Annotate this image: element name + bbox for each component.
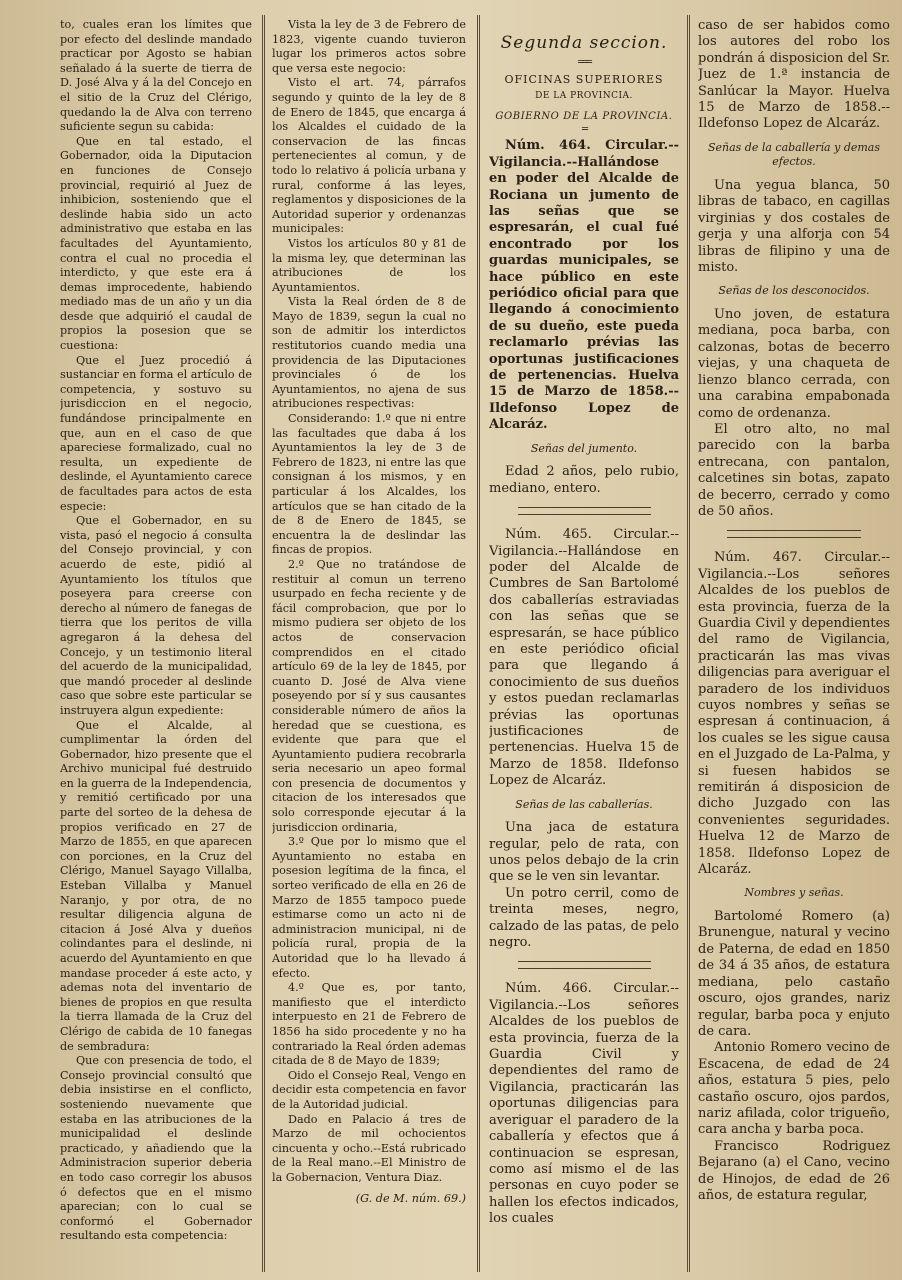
- column-rule: [687, 15, 688, 1272]
- paragraph: Vista la Real órden de 8 de Mayo de 1839, segun la cual no son de admitir los interdictos restitutorios cuando media una providencia de las Diputaciones provinciales ó de los Ayuntamientos, no ajena de sus atribuciones respectivas:: [272, 295, 466, 411]
- paragraph: Que en tal estado, el Gobernador, oida la Diputacion en funciones de Consejo provincial, requirió al Juez de inhibicion, sosteniendo que el deslinde habia sido un acto administrativo que estaba en las facultades del Ayuntamiento, contra el cual no procedia el interdicto, y que este era á demas improcedente, habiendo mediado mas de un año y un dia desde que adquirió el caudal de propios la posesion que se cuestiona:: [60, 134, 252, 353]
- paragraph: 4.º Que es, por tanto, manifiesto que el interdicto interpuesto en 21 de Febrero de 1856 ha sido procedente y no ha contrariado la Real órden ademas citada de 8 de Mayo de 1839;: [272, 981, 466, 1068]
- column-4: [698, 18, 890, 1270]
- paragraph: Visto el art. 74, párrafos segundo y quinto de la ley de 8 de Enero de 1845, que encarga á los Alcaldes el cuidado de la conservacion de las fincas pertenecientes al comun, y de todo lo relativo á policía urbana y rural, conforme á las leyes, reglamentos y disposiciones de la Autoridad superior y ordenanzas municipales:: [272, 76, 466, 236]
- government-heading: GOBIERNO DE LA PROVINCIA.: [495, 110, 673, 122]
- column-3: [489, 18, 679, 1270]
- paragraph: Oido el Consejo Real, Vengo en decidir esta competencia en favor de la Autoridad judicial.: [272, 1068, 466, 1111]
- divider: [518, 507, 651, 515]
- paragraph: to, cuales eran los límites que por efecto del deslinde mandado practicar por Agosto se habian señalado á la suerte de tierra de D. José Alva y á la del Concejo en el sitio de la Cruz del Clérigo, quedando la de Alva con terreno suficiente segun su cabida:: [60, 18, 252, 134]
- paragraph: 2.º Que no tratándose de restituir al comun un terreno usurpado en fecha reciente y de fácil comprobacion, que por lo mismo pudiera ser objeto de los actos de conservacion comprendidos en el citado artículo 69 de la ley de 1845, por cuanto D. José de Alva viene poseyendo por sí y sus causantes considerable número de años la heredad que se cuestiona, es evidente que para que el Ayuntamiento pudiera recobrarla seria necesario un apeo formal con presencia de documentos y citacion de los interesados que solo corresponde ejecutar á la jurisdiccion ordinaria,: [272, 557, 466, 834]
- paragraph: Que el Alcalde, al cumplimentar la órden del Gobernador, hizo presente que el Archivo municipal fué destruido en la guerra de la Independencia, y remitió certificado por una parte del sorteo de la dehesa de propios verificado en 27 de Marzo de 1855, en que aparecen con porciones, en la Cruz del Clérigo, Manuel Sayago Villalba, Esteban Villalba y Manuel Naranjo, y por otra, de no resultar diligencia alguna de citacion á José Alva y dueños colindantes para el deslinde, ni acuerdo del Ayuntamiento en que mandase proceder á este acto, y ademas nota del inventario de bienes de propios en que resulta la tierra llamada de la Cruz del Clérigo de cabida de 10 fanegas de sembradura:: [60, 718, 252, 1053]
- section-title: Segunda seccion.: [500, 33, 668, 53]
- paragraph: Que con presencia de todo, el Consejo provincial consultó que debia insistirse en el conflicto, sosteniendo nuevamente que estaba en las atribuciones de la municipalidad el deslinde practicado, y añadiendo que la Administracion superior deberia en todo caso corregir los abusos ó defectos que en el mismo aparecian; con lo cual se conformó el Gobernador resultando esta competencia:: [60, 1054, 252, 1243]
- paragraph: Considerando: 1.º que ni entre las facultades que daba á los Ayuntamientos la ley de 3 de Febrero de 1823, ni entre las que consignan á los mismos, y en particular á los Alcaldes, los artículos que se han citado de la de 8 de Enero de 1845, se encuentra la de deslindar las fincas de propios.: [272, 412, 466, 557]
- description: Uno joven, de estatura mediana, poca barba, con calzonas, botas de becerro viejas, y una chaqueta de lienzo blanco cerrada, con una carabina empabonada como de ordenanza.: [698, 307, 890, 421]
- description: Una yegua blanca, 50 libras de tabaco, en cagillas virginias y dos costales de gerja y una alforja con 54 libras de filipino y una de misto.: [698, 178, 890, 276]
- paragraph: 3.º Que por lo mismo que el Ayuntamiento no estaba en posesion legítima de la finca, el sorteo verificado de ella en 26 de Marzo de 1855 tampoco puede estimarse como un acto ni de administracion municipal, ni de policía rural, propia de la Autoridad que lo ha llevado á efecto.: [272, 835, 466, 980]
- circular-467: Núm. 467. Circular.--Vigilancia.--Los señores Alcaldes de los pueblos de esta provincia, fuerza de la Guardia Civil y dependientes del ramo de Vigilancia, practicarán las mas vivas diligencias para averiguar el paradero de los individuos cuyos nombres y señas se espresan á continuacion, á los cuales se les sigue causa en el Juzgado de La-Palma, y si fuesen habidos se remitirán á disposicion de dicho Juzgado con las convenientes seguridades. Huelva 12 de Marzo de 1858. Ildefonso Lopez de Alcaráz.: [698, 550, 890, 878]
- column-2: [272, 18, 466, 1270]
- subheading: Nombres y señas.: [744, 886, 844, 900]
- circular-465: Núm. 465. Circular.--Vigilancia.--Hallándose en poder del Alcalde de Cumbres de San Bartolomé dos caballerías estraviadas con las señas que se espresarán, se hace público en este periódico oficial para que llegando á conocimiento de sus dueños y estos puedan reclamarlas prévias las oportunas justificaciones de pertenencias. Huelva 15 de Marzo de 1858. Ildefonso Lopez de Alcaráz.: [489, 527, 679, 789]
- description: Un potro cerril, como de treinta meses, negro, calzado de las patas, de pelo negro.: [489, 885, 679, 951]
- person-description: Antonio Romero vecino de Escacena, de edad de 24 años, estatura 5 pies, pelo castaño oscuro, ojos pardos, nariz afilada, color trigueño, cara ancha y barba poca.: [698, 1040, 890, 1138]
- subheading: Señas del jumento.: [530, 441, 638, 455]
- circular-466: Núm. 466. Circular.--Vigilancia.--Los señores Alcaldes de los pueblos de esta provincia, fuerza de la Guardia Civil y dependientes del ramo de Vigilancia, practicarán las oportunas diligencias para averiguar el paradero de la caballería y efectos que á continuacion se espresan, como así mismo el de las personas en cuyo poder se hallen los efectos indicados, los cuales: [489, 981, 679, 1227]
- divider: ═══: [577, 56, 591, 68]
- subheading: Señas de la caballería y demas efectos.: [707, 140, 881, 169]
- paragraph: Vista la ley de 3 de Febrero de 1823, vigente cuando tuvieron lugar los primeros actos sobre que versa este negocio:: [272, 18, 466, 75]
- circular-464: Núm. 464. Circular.--Vigilancia.--Hallándose en poder del Alcalde de Rociana un jumento de las señas que se espresarán, el cual fué encontrado por los guardas municipales, se hace público en este periódico oficial para que llegando á conocimiento de su dueño, este pueda reclamarlo prévias las oportunas justificaciones de pertenencias. Huelva 15 de Marzo de 1858.--Ildefonso Lopez de Alcaráz.: [489, 138, 679, 433]
- offices-heading: OFICINAS SUPERIORES: [504, 72, 664, 86]
- paragraph: Que el Juez procedió á sustanciar en forma el artículo de competencia, y sostuvo su jurisdiccion en el negocio, fundándose principalmente en que, aun en el caso de que apareciese formalizado, cual no resulta, un expediente de deslinde, el Ayuntamiento carece de facultades para actos de esta especie:: [60, 353, 252, 513]
- description: Edad 2 años, pelo rubio, mediano, entero.: [489, 464, 679, 496]
- subheading: Señas de los desconocidos.: [718, 284, 870, 298]
- province-heading: DE LA PROVINCIA.: [535, 91, 633, 102]
- column-rule: [262, 15, 263, 1272]
- column-rule: [477, 15, 478, 1272]
- paragraph: caso de ser habidos como los autores del robo los pondrán á disposicion del Sr. Juez de 1.ª instancia de Sanlúcar la Mayor. Huelva 15 de Marzo de 1858.--Ildefonso Lopez de Alcaráz.: [698, 18, 890, 132]
- subheading: Señas de las caballerías.: [515, 797, 653, 811]
- paragraph: Dado en Palacio á tres de Marzo de mil ochocientos cincuenta y ocho.--Está rubricado de la Real mano.--El Ministro de la Gobernacion, Ventura Diaz.: [272, 1112, 466, 1184]
- source-citation: (G. de M. núm. 69.): [355, 1191, 466, 1205]
- column-1: [60, 18, 252, 1270]
- person-description: Francisco Rodriguez Bejarano (a) el Cano, vecino de Hinojos, de edad de 26 años, de estatura regular,: [698, 1138, 890, 1203]
- divider: ═: [581, 124, 587, 136]
- paragraph: Vistos los artículos 80 y 81 de la misma ley, que determinan las atribuciones de los Ayuntamientos.: [272, 236, 466, 294]
- divider: [727, 530, 861, 538]
- divider: [518, 961, 651, 969]
- description: El otro alto, no mal parecido con la barba entrecana, con pantalon, calcetines sin botas, zapato de becerro, cerrado y como de 50 años.: [698, 421, 890, 519]
- paragraph: Que el Gobernador, en su vista, pasó el negocio á consulta del Consejo provincial, y con acuerdo de este, pidió al Ayuntamiento los títulos que poseyera para creerse con derecho al número de fanegas de tierra que los peritos de villa agregaron á la dehesa del Concejo, y un testimonio literal del acuerdo de la municipalidad, que mandó proceder al deslinde caso que sobre este particular se instruyera algun expediente:: [60, 514, 252, 717]
- person-description: Bartolomé Romero (a) Brunengue, natural y vecino de Paterna, de edad en 1850 de 34 á 35 años, de estatura mediana, pelo castaño oscuro, ojos grandes, nariz regular, barba poca y enjuto de cara.: [698, 909, 890, 1039]
- description: Una jaca de estatura regular, pelo de rata, con unos pelos debajo de la crin que se le ven sin levantar.: [489, 820, 679, 885]
